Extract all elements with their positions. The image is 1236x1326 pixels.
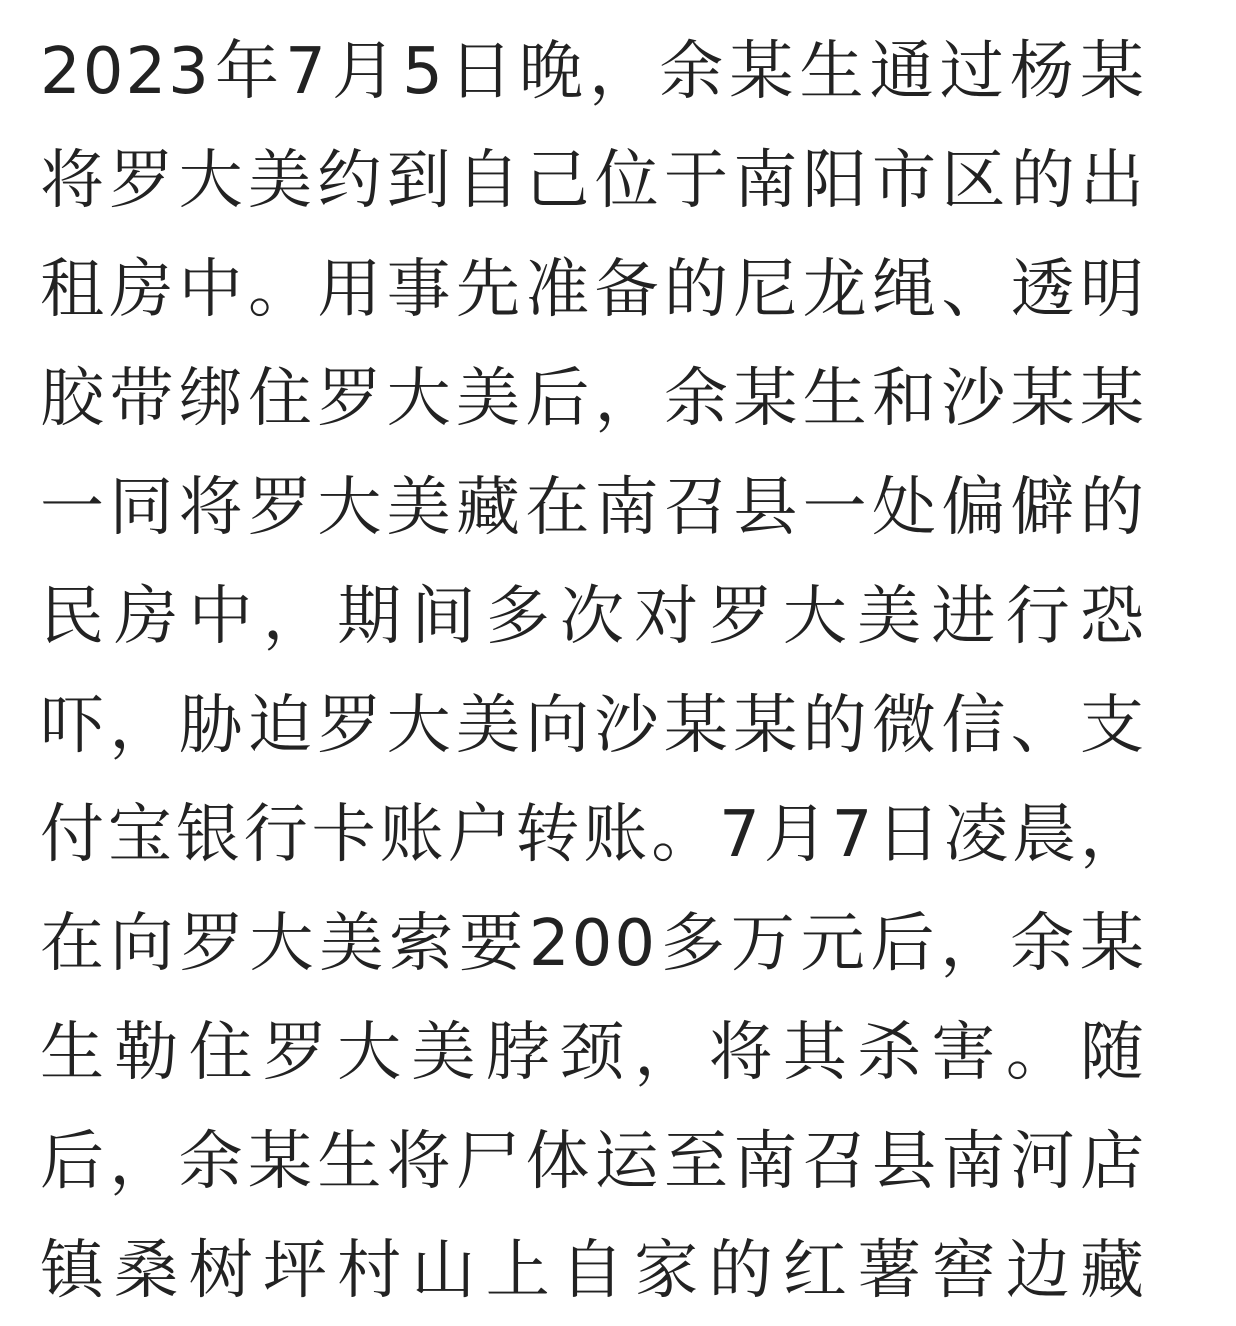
article-line: 后，余某生将尸体运至南召县南河店 <box>40 1125 1146 1199</box>
article-line: 2023年7月5日晚，余某生通过杨某 <box>40 35 1146 109</box>
article-line: 租房中。用事先准备的尼龙绳、透明 <box>40 253 1146 327</box>
article-line: 付宝银行卡账户转账。7月7日凌晨， <box>40 798 1146 872</box>
article-line: 在向罗大美索要200多万元后，余某 <box>40 907 1146 981</box>
article-line: 镇桑树坪村山上自家的红薯窖边藏 <box>40 1234 1146 1308</box>
article-line: 将罗大美约到自己位于南阳市区的出 <box>40 144 1146 218</box>
article-line: 吓，胁迫罗大美向沙某某的微信、支 <box>40 689 1146 763</box>
article-line: 生勒住罗大美脖颈，将其杀害。随 <box>40 1016 1146 1090</box>
article-line: 一同将罗大美藏在南召县一处偏僻的 <box>40 471 1146 545</box>
article-line: 民房中，期间多次对罗大美进行恐 <box>40 580 1146 654</box>
article-line: 胶带绑住罗大美后，余某生和沙某某 <box>40 362 1146 436</box>
